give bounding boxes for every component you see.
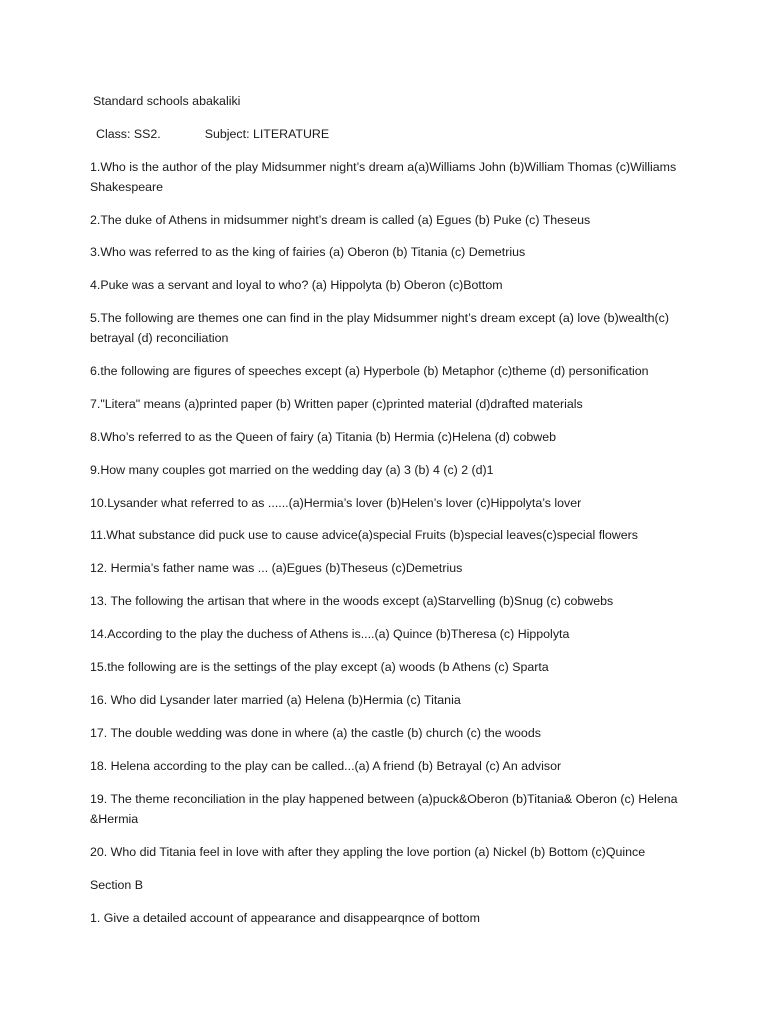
school-name: Standard schools abakaliki (93, 94, 241, 108)
section-b-heading: Section B (90, 878, 144, 892)
class-subject-line (96, 125, 696, 145)
question-1: 1.Who is the author of the play Midsummer night’s dream a(a)Williams John (b)William Thomas (c)Williams Shakespeare (90, 160, 677, 194)
question-11: 11.What substance did puck use to cause advice(a)special Fruits (b)special leaves(c)special flowers (90, 528, 638, 542)
section-b-question-1: 1. Give a detailed account of appearance and disappearqnce of bottom (90, 911, 480, 925)
question-20: 20. Who did Titania feel in love with after they appling the love portion (a) Nickel (b) Bottom (c)Quince (90, 845, 646, 859)
question-6: 6.the following are figures of speeches except (a) Hyperbole (b) Metaphor (c)theme (d) personification (90, 364, 649, 378)
question-8: 8.Who’s referred to as the Queen of fairy (a) Titania (b) Hermia (c)Helena (d) cobweb (90, 430, 556, 444)
question-18: 18. Helena according to the play can be called...(a) A friend (b) Betrayal (c) An advisor (90, 759, 562, 773)
question-10: 10.Lysander what referred to as ......(a)Hermia’s lover (b)Helen’s lover (c)Hippolyta’s lover (90, 496, 582, 510)
question-3: 3.Who was referred to as the king of fairies (a) Oberon (b) Titania (c) Demetrius (90, 245, 526, 259)
question-16: 16. Who did Lysander later married (a) Helena (b)Hermia (c) Titania (90, 693, 461, 707)
question-12: 12. Hermia’s father name was ... (a)Egues (b)Theseus (c)Demetrius (90, 561, 463, 575)
question-4: 4.Puke was a servant and loyal to who? (a) Hippolyta (b) Oberon (c)Bottom (90, 278, 503, 292)
question-19: 19. The theme reconciliation in the play happened between (a)puck&Oberon (b)Titania& Oberon (c) Helena &Hermia (90, 792, 678, 826)
question-9: 9.How many couples got married on the wedding day (a) 3 (b) 4 (c) 2 (d)1 (90, 463, 494, 477)
subject-label: Subject: LITERATURE (204, 127, 330, 141)
question-13: 13. The following the artisan that where in the woods except (a)Starvelling (b)Snug (c) cobwebs (90, 594, 614, 608)
question-7: 7."Litera" means (a)printed paper (b) Written paper (c)printed material (d)drafted materials (90, 397, 583, 411)
question-2: 2.The duke of Athens in midsummer night’s dream is called (a) Egues (b) Puke (c) Theseus (90, 213, 591, 227)
question-15: 15.the following are is the settings of the play except (a) woods (b Athens (c) Sparta (90, 660, 549, 674)
class-label: Class: SS2. (96, 127, 161, 141)
question-14: 14.According to the play the duchess of Athens is....(a) Quince (b)Theresa (c) Hippolyta (90, 627, 570, 641)
question-17: 17. The double wedding was done in where (a) the castle (b) church (c) the woods (90, 726, 541, 740)
question-5: 5.The following are themes one can find in the play Midsummer night’s dream except (a) love (b)wealth(c) betrayal (d) reconciliation (90, 311, 669, 345)
